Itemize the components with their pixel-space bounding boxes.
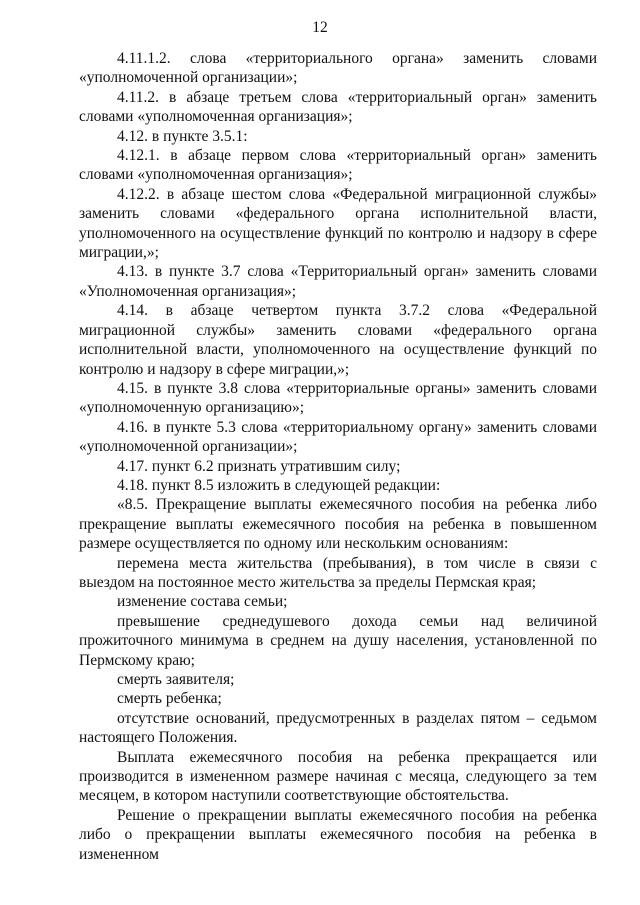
paragraph-ground-applicant-death: смерть заявителя;	[117, 671, 235, 688]
paragraph-ground-family-change: изменение состава семьи;	[117, 593, 288, 611]
paragraph-termination-decision: Решение о прекращении выплаты ежемесячного пособия на ребенка либо о прекращении выплаты ежемесячного пособия на ребенка в измененном	[79, 806, 597, 863]
paragraph-ground-relocation: перемена места жительства (пребывания), в том числе в связи с выездом на постоянное место жительства за пределы Пермская края;	[79, 554, 597, 591]
paragraph-payment-termination-timing: Выплата ежемесячного пособия на ребенка прекращается или производится в измененном размере начиная с месяца, следующего за тем месяцем, в котором наступили соответствующие обстоятельства.	[79, 748, 597, 805]
paragraph-4-12-1: 4.12.1. в абзаце первом слова «территориальный орган» заменить словами «уполномоченная организация»;	[79, 147, 597, 184]
paragraph-ground-no-basis: отсутствие оснований, предусмотренных в разделах пятом – седьмом настоящего Положения.	[79, 709, 597, 747]
paragraph-ground-child-death: смерть ребенка;	[117, 690, 222, 708]
page-number: 12	[312, 19, 328, 36]
document-body	[79, 49, 597, 864]
paragraph-4-13: 4.13. в пункте 3.7 слова «Территориальный орган» заменить словами «Уполномоченная организация»;	[79, 263, 597, 300]
paragraph-4-18: 4.18. пункт 8.5 изложить в следующей редакции:	[117, 476, 441, 494]
paragraph-4-17: 4.17. пункт 6.2 признать утратившим силу;	[117, 457, 401, 475]
paragraph-4-15: 4.15. в пункте 3.8 слова «территориальные органы» заменить словами «уполномоченную организацию»;	[79, 379, 597, 417]
paragraph-4-11-2: 4.11.2. в абзаце третьем слова «территориальный орган» заменить словами «уполномоченная организация»;	[79, 88, 597, 126]
paragraph-4-16: 4.16. в пункте 5.3 слова «территориальному органу» заменить словами «уполномоченной организации»;	[79, 418, 597, 456]
paragraph-8-5-intro: «8.5. Прекращение выплаты ежемесячного пособия на ребенка либо прекращение выплаты ежемесячного пособия на ребенка в повышенном размере осуществляется по одному или нескольким основаниям:	[79, 496, 597, 553]
paragraph-ground-income-excess: превышение среднедушевого дохода семьи над величиной прожиточного минимума в среднем на душу населения, установленной по Пермскому краю;	[79, 612, 597, 669]
paragraph-4-11-1-2: 4.11.1.2. слова «территориального органа» заменить словами «уполномоченной организации»;	[79, 50, 597, 87]
paragraph-4-14: 4.14. в абзаце четвертом пункта 3.7.2 слова «Федеральной миграционной службы» заменить словами «федерального органа исполнительной власти, уполномоченного на осуществление функций по контролю и надзору в сфере миграции,»;	[79, 302, 597, 378]
paragraph-4-12-2: 4.12.2. в абзаце шестом слова «Федеральной миграционной службы» заменить словами «федерального органа исполнительной власти, уполномоченного на осуществление функций по контролю и надзору в сфере миграции,»;	[79, 185, 597, 262]
paragraph-4-12: 4.12. в пункте 3.5.1:	[117, 127, 248, 145]
